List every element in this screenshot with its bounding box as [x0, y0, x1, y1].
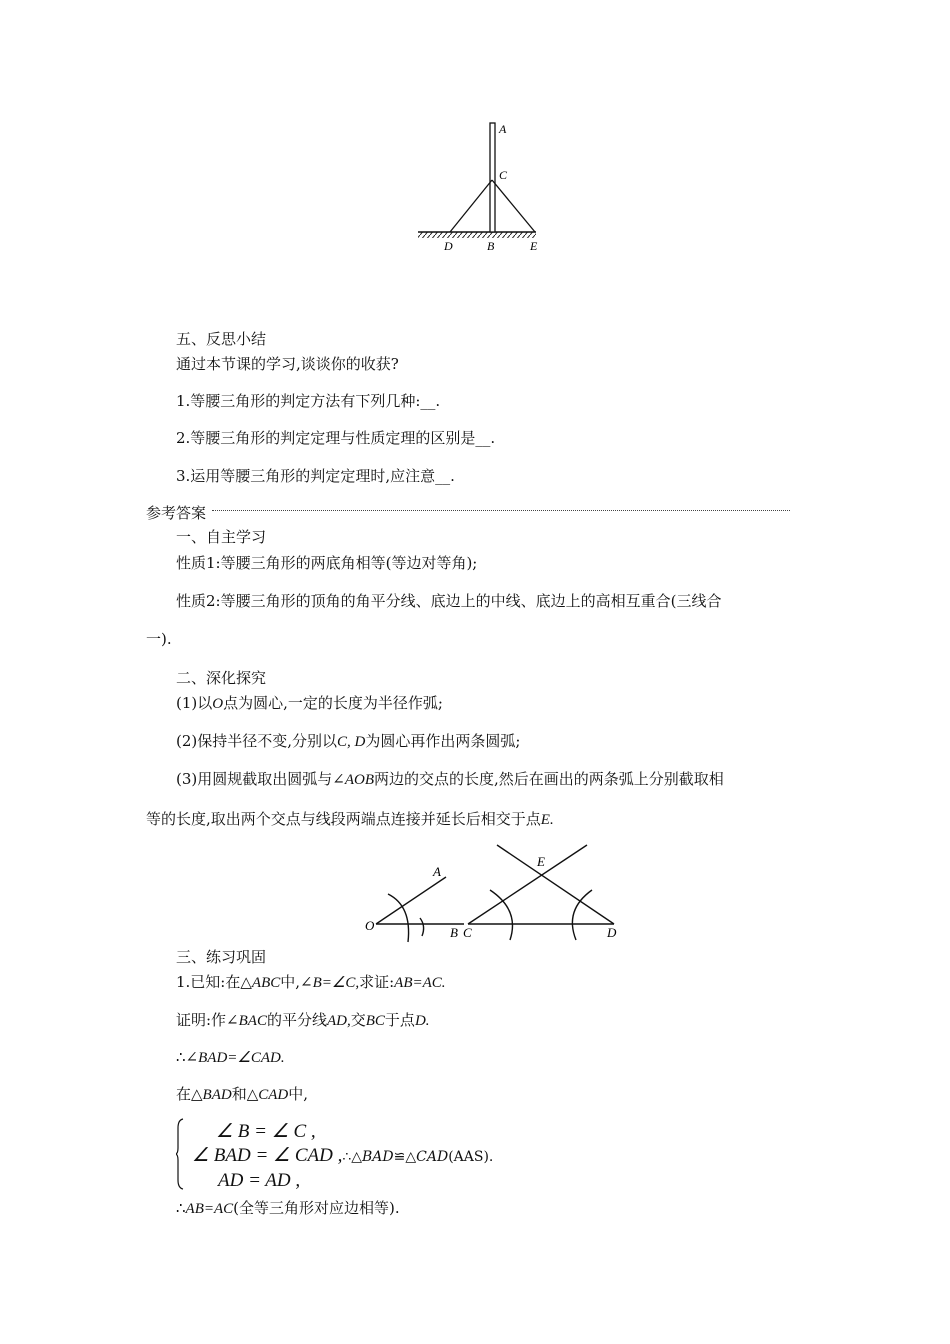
- sec1-heading: 一、自主学习: [176, 528, 267, 546]
- cable-cd: [450, 180, 492, 232]
- cable-ce: [492, 180, 535, 232]
- eq-ad-ad: AD = AD ,: [218, 1170, 301, 1191]
- pole: [490, 123, 495, 232]
- answers-divider: [212, 510, 790, 511]
- label-d: D: [444, 239, 453, 253]
- equation-system: [192, 1120, 494, 1193]
- line-c-e: [468, 845, 587, 924]
- sec1-property-2-cont: 一).: [146, 630, 172, 648]
- label-c: C: [499, 168, 508, 182]
- sec2-step-3: (3)用圆规截取出圆弧与∠AOB两边的交点的长度,然后在画出的两条弧上分别截取相: [176, 770, 724, 788]
- sec2-step-3-cont: 等的长度,取出两个交点与线段两端点连接并延长后相交于点E.: [146, 810, 554, 828]
- ray-oa: [376, 877, 446, 924]
- answers-title: 参考答案: [146, 504, 207, 522]
- summary-question-1: 1.等腰三角形的判定方法有下列几种:__.: [176, 392, 441, 410]
- construction-figure: [360, 840, 630, 945]
- sec2-heading: 二、深化探究: [176, 669, 267, 687]
- arc-o: [388, 894, 409, 942]
- sec3-proof-step-3: 在△BAD和△CAD中,: [176, 1085, 309, 1103]
- sec3-conclusion: ∴AB=AC(全等三角形对应边相等).: [176, 1199, 400, 1217]
- sec3-proof-step-1: 证明:作∠BAC的平分线AD,交BC于点D.: [176, 1011, 430, 1029]
- sec1-property-2: 性质2:等腰三角形的顶角的角平分线、底边上的中线、底边上的高相互重合(三线合: [176, 592, 722, 610]
- eq-angle-bad-cad: ∠ BAD = ∠ CAD ,∴△BAD≌△CAD(AAS).: [192, 1145, 494, 1166]
- arc-o-cross: [420, 918, 424, 936]
- mid-label-e: E: [537, 854, 545, 869]
- summary-question-2: 2.等腰三角形的判定定理与性质定理的区别是__.: [176, 429, 496, 447]
- sec2-step-2: (2)保持半径不变,分别以C, D为圆心再作出两条圆弧;: [176, 732, 521, 750]
- pole-figure: [410, 115, 560, 260]
- summary-heading: 五、反思小结: [176, 330, 267, 348]
- mid-label-c: C: [463, 925, 472, 940]
- sec2-step-1: (1)以O点为圆心,一定的长度为半径作弧;: [176, 694, 443, 712]
- eq-angle-b-c: ∠ B = ∠ C ,: [216, 1121, 316, 1142]
- mid-label-d: D: [607, 925, 617, 940]
- sec1-property-1: 性质1:等腰三角形的两底角相等(等边对等角);: [176, 554, 478, 572]
- label-a: A: [499, 122, 507, 136]
- sec3-proof-step-2: ∴∠BAD=∠CAD.: [176, 1048, 285, 1066]
- label-b: B: [487, 239, 495, 253]
- mid-label-b: B: [450, 925, 458, 940]
- sec3-given: 1.已知:在△ABC中,∠B=∠C,求证:AB=AC.: [176, 973, 446, 991]
- ground-hatching: [418, 232, 536, 238]
- mid-label-a: A: [433, 864, 441, 879]
- sec3-heading: 三、练习巩固: [176, 948, 267, 966]
- mid-label-o: O: [365, 918, 375, 933]
- left-brace: [176, 1118, 184, 1190]
- label-e: E: [530, 239, 538, 253]
- summary-question-3: 3.运用等腰三角形的判定定理时,应注意__.: [176, 467, 455, 485]
- line-d-e: [497, 845, 614, 924]
- summary-intro: 通过本节课的学习,谈谈你的收获?: [176, 355, 399, 373]
